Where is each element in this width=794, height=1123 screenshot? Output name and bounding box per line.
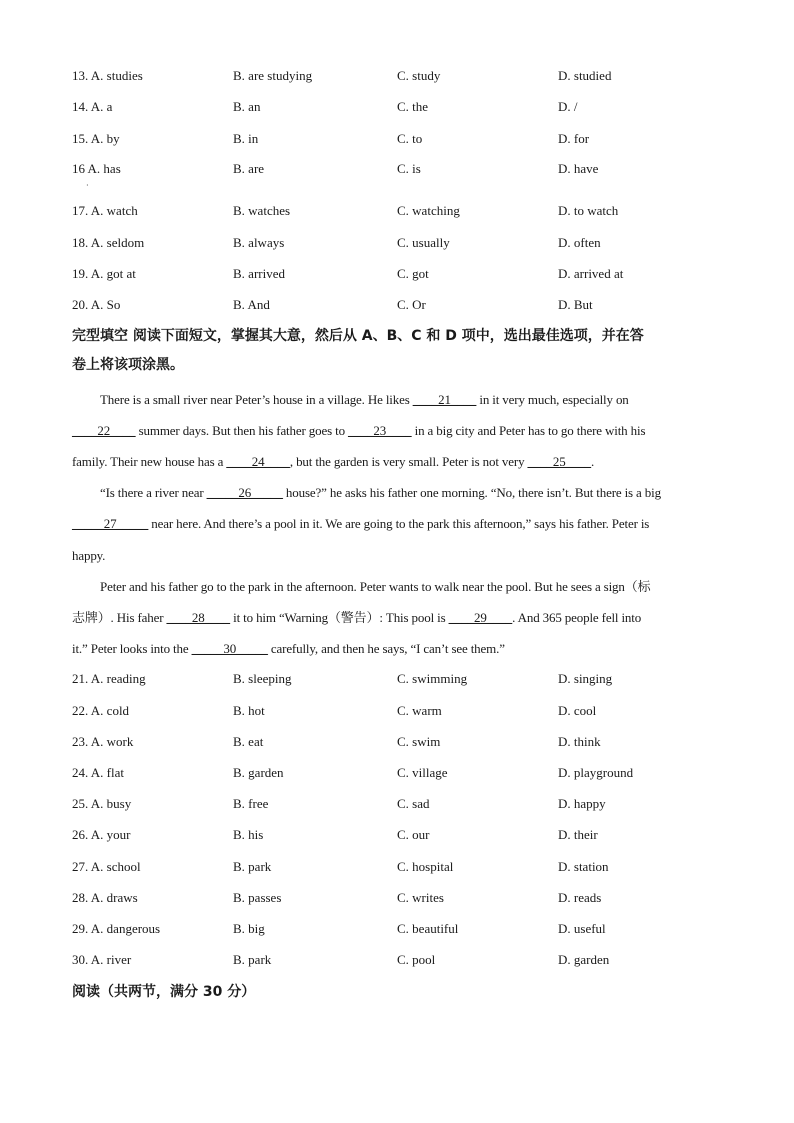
option-a: 25. A. busy bbox=[72, 796, 132, 811]
passage-text: it.” Peter looks into the bbox=[72, 641, 192, 656]
passage-text: . bbox=[591, 454, 595, 469]
option-c: C. warm bbox=[397, 703, 442, 718]
passage-text: , but the garden is very small. Peter is not very bbox=[289, 454, 528, 469]
option-a: 24. A. flat bbox=[72, 765, 124, 780]
option-b: B. his bbox=[233, 827, 264, 842]
option-d: D. to watch bbox=[558, 203, 619, 218]
passage-line bbox=[72, 421, 722, 441]
option-c: C. Or bbox=[397, 297, 426, 312]
option-c: C. watching bbox=[397, 203, 460, 218]
blank-24: ____24____ bbox=[226, 454, 290, 469]
passage-text: it to him “Warning（警告）: This pool is bbox=[230, 610, 449, 625]
option-d: D. have bbox=[558, 161, 599, 176]
option-d: D. playground bbox=[558, 765, 634, 780]
question-row bbox=[72, 234, 732, 252]
question-row bbox=[72, 265, 732, 283]
question-row bbox=[72, 920, 732, 938]
option-a: 30. A. river bbox=[72, 952, 132, 967]
option-d: D. for bbox=[558, 131, 590, 146]
option-c: C. swim bbox=[397, 734, 441, 749]
option-c: C. pool bbox=[397, 952, 436, 967]
question-row bbox=[72, 951, 732, 969]
option-c: C. study bbox=[397, 68, 441, 83]
question-row bbox=[72, 98, 732, 116]
option-b: B. garden bbox=[233, 765, 284, 780]
passage-line bbox=[72, 608, 722, 628]
option-d: D. arrived at bbox=[558, 266, 624, 281]
question-row bbox=[72, 67, 732, 85]
blank-28: ____28____ bbox=[166, 610, 231, 625]
blank-30: _____30_____ bbox=[191, 641, 268, 656]
option-a: 17. A. watch bbox=[72, 203, 138, 218]
option-b: B. always bbox=[233, 235, 285, 250]
option-b: B. arrived bbox=[233, 266, 285, 281]
option-a: 20. A. So bbox=[72, 297, 121, 312]
option-a: 23. A. work bbox=[72, 734, 134, 749]
option-d: D. cool bbox=[558, 703, 597, 718]
option-b: B. in bbox=[233, 131, 259, 146]
passage-line bbox=[72, 483, 750, 503]
option-d: D. singing bbox=[558, 671, 613, 686]
option-a: 21. A. reading bbox=[72, 671, 146, 686]
option-c: C. our bbox=[397, 827, 430, 842]
cloze-section-heading bbox=[72, 322, 732, 380]
reading-section-heading: 阅读（共两节，满分 30 分） bbox=[72, 984, 256, 1000]
blank-27: _____27_____ bbox=[72, 516, 149, 531]
passage-text: in a big city and Peter has to go there with his bbox=[411, 423, 646, 438]
cloze-heading-line: 完型填空 阅读下面短文，掌握其大意，然后从 A、B、C 和 D 项中，选出最佳选项，并在答 bbox=[72, 328, 644, 344]
option-b: B. park bbox=[233, 952, 272, 967]
option-b: B. hot bbox=[233, 703, 265, 718]
question-row bbox=[72, 160, 732, 178]
blank-26: _____26_____ bbox=[206, 485, 283, 500]
option-d: D. happy bbox=[558, 796, 606, 811]
passage-text: happy. bbox=[72, 548, 106, 563]
option-a: 22. A. cold bbox=[72, 703, 130, 718]
passage-text: house?” he asks his father one morning. “No, there isn’t. But there is a big bbox=[282, 485, 661, 500]
option-c: C. swimming bbox=[397, 671, 468, 686]
option-c: C. writes bbox=[397, 890, 444, 905]
option-b: B. eat bbox=[233, 734, 264, 749]
passage-line bbox=[72, 514, 722, 534]
option-a: 14. A. a bbox=[72, 99, 113, 114]
blank-25: ____25____ bbox=[527, 454, 592, 469]
passage-line bbox=[72, 546, 722, 566]
option-b: B. watches bbox=[233, 203, 291, 218]
option-c: C. to bbox=[397, 131, 423, 146]
option-d: D. reads bbox=[558, 890, 602, 905]
option-c: C. village bbox=[397, 765, 448, 780]
passage-text: “Is there a river near bbox=[100, 485, 207, 500]
passage-line bbox=[72, 452, 722, 472]
option-c: C. the bbox=[397, 99, 429, 114]
option-a: 27. A. school bbox=[72, 859, 141, 874]
passage-text: family. Their new house has a bbox=[72, 454, 227, 469]
option-a: 15. A. by bbox=[72, 131, 120, 146]
passage-text: . And 365 people fell into bbox=[512, 610, 642, 625]
option-c: C. sad bbox=[397, 796, 430, 811]
option-b: B. passes bbox=[233, 890, 282, 905]
question-row bbox=[72, 764, 732, 782]
option-b: B. And bbox=[233, 297, 270, 312]
cloze-heading-line: 卷上将该项涂黑。 bbox=[72, 357, 184, 373]
option-d: D. their bbox=[558, 827, 598, 842]
option-d: D. often bbox=[558, 235, 601, 250]
option-a: 18. A. seldom bbox=[72, 235, 145, 250]
blank-23: ____23____ bbox=[348, 423, 412, 438]
blank-21: ____21____ bbox=[412, 392, 477, 407]
question-row bbox=[72, 858, 732, 876]
option-b: B. park bbox=[233, 859, 272, 874]
question-row bbox=[72, 202, 732, 220]
option-c: C. is bbox=[397, 161, 421, 176]
passage-line bbox=[72, 639, 722, 659]
option-b: B. free bbox=[233, 796, 269, 811]
question-row bbox=[72, 826, 732, 844]
question-row bbox=[72, 130, 732, 148]
option-a: 26. A. your bbox=[72, 827, 131, 842]
passage-text: near here. And there’s a pool in it. We are going to the park this afternoon,” says his father. Peter is bbox=[148, 516, 650, 531]
option-b: B. are studying bbox=[233, 68, 313, 83]
option-d: D. But bbox=[558, 297, 593, 312]
option-c: C. hospital bbox=[397, 859, 454, 874]
option-c: C. beautiful bbox=[397, 921, 459, 936]
option-d: D. think bbox=[558, 734, 601, 749]
question-row bbox=[72, 702, 732, 720]
option-b: B. an bbox=[233, 99, 261, 114]
option-d: D. studied bbox=[558, 68, 612, 83]
option-c: C. got bbox=[397, 266, 429, 281]
option-a: 13. A. studies bbox=[72, 68, 143, 83]
option-d: D. garden bbox=[558, 952, 610, 967]
passage-text: 志牌）. His faher bbox=[72, 610, 167, 625]
option-d: D. / bbox=[558, 99, 578, 114]
question-row bbox=[72, 296, 732, 314]
option-b: B. big bbox=[233, 921, 265, 936]
option-a: 16 A. has bbox=[72, 161, 121, 176]
blank-29: ____29____ bbox=[448, 610, 513, 625]
passage-text: carefully, and then he says, “I can’t see them.” bbox=[267, 641, 505, 656]
question-row bbox=[72, 733, 732, 751]
question-row bbox=[72, 670, 732, 688]
stray-dot: · bbox=[86, 181, 89, 190]
question-row bbox=[72, 795, 732, 813]
passage-text: in it very much, especially on bbox=[476, 392, 629, 407]
question-row bbox=[72, 889, 732, 907]
option-c: C. usually bbox=[397, 235, 450, 250]
option-d: D. useful bbox=[558, 921, 606, 936]
option-b: B. are bbox=[233, 161, 265, 176]
passage-text: summer days. But then his father goes to bbox=[135, 423, 349, 438]
passage-text: There is a small river near Peter’s house in a village. He likes bbox=[100, 392, 413, 407]
passage-line bbox=[72, 577, 750, 597]
blank-22: ____22____ bbox=[72, 423, 136, 438]
option-b: B. sleeping bbox=[233, 671, 292, 686]
option-a: 29. A. dangerous bbox=[72, 921, 161, 936]
option-a: 19. A. got at bbox=[72, 266, 136, 281]
option-a: 28. A. draws bbox=[72, 890, 138, 905]
option-d: D. station bbox=[558, 859, 609, 874]
passage-line bbox=[72, 390, 750, 410]
passage-text: Peter and his father go to the park in the afternoon. Peter wants to walk near the pool. But he sees a sign（标 bbox=[100, 579, 651, 594]
